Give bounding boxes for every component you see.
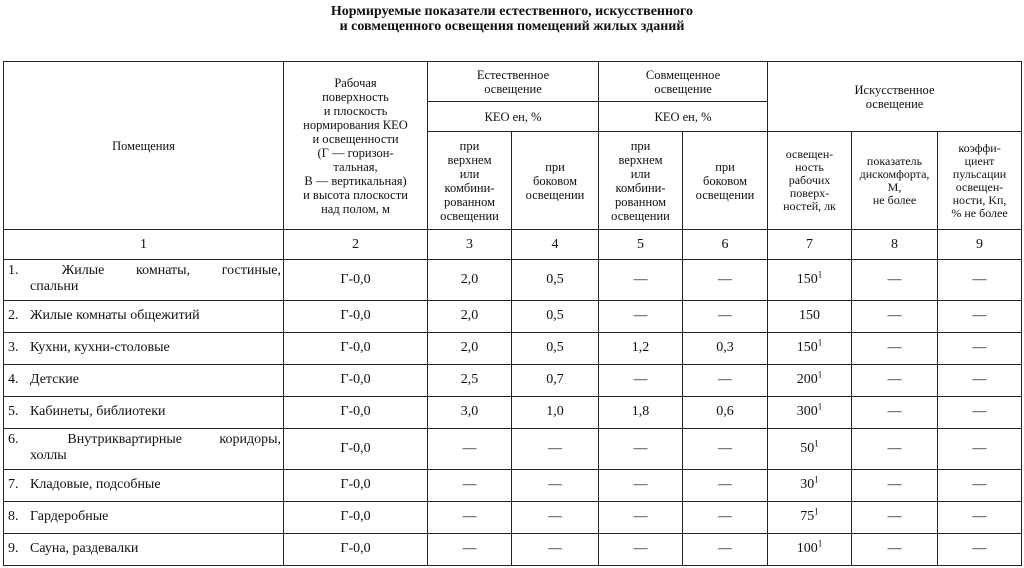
cell-value: —: [462, 541, 477, 557]
lighting-norms-table: [3, 61, 1022, 566]
footnote-mark: 1: [817, 538, 823, 549]
room-name: Кухни, кухни-столовые: [30, 340, 170, 356]
cell-value: —: [718, 440, 733, 456]
discomfort-cell: [852, 469, 938, 501]
cell-value: 0,5: [546, 308, 564, 324]
header-line: циент: [964, 153, 995, 168]
room-name-cell: [4, 429, 284, 470]
header-line: освещение: [865, 96, 924, 111]
cell-value: —: [887, 477, 902, 493]
cell-value: 0,5: [546, 340, 564, 356]
header-line: % не более: [951, 205, 1008, 220]
cell-value: —: [633, 541, 648, 557]
cell-value: —: [462, 440, 477, 456]
cell-value: —: [972, 509, 987, 525]
natural-side-cell: [512, 396, 599, 428]
header-line: (Г — горизон-: [317, 145, 394, 160]
cell-value: —: [972, 308, 987, 324]
header-combined-lighting: [599, 62, 768, 102]
table-row: [4, 332, 1022, 364]
header-line: тальная,: [333, 159, 378, 174]
cell-value: —: [548, 541, 562, 557]
cell-value: 0,7: [546, 372, 564, 388]
surface-cell: [284, 429, 428, 470]
cell-value: 2,0: [460, 340, 479, 356]
illuminance-cell: [768, 533, 852, 565]
combined-top-cell: [599, 429, 683, 470]
header-line: при: [715, 159, 735, 174]
cell-value: 30: [800, 477, 815, 493]
pulsation-cell: [938, 469, 1022, 501]
header-line: рованном: [443, 194, 496, 209]
cell-value: 2,0: [460, 308, 479, 324]
cell-value: —: [887, 509, 902, 525]
row-number: 1.: [8, 263, 19, 278]
cell-value: 50: [800, 440, 815, 456]
cell-value: —: [887, 440, 902, 456]
table-row: [4, 260, 1022, 301]
title-line-1: Нормируемые показатели естественного, искусственного: [330, 4, 694, 19]
pulsation-cell: [938, 364, 1022, 396]
header-line: освещение: [484, 81, 542, 96]
header-line: или: [459, 166, 480, 181]
natural-side-cell: [512, 364, 599, 396]
cell-value: 0,3: [716, 340, 734, 356]
table-row: [4, 501, 1022, 533]
combined-top-cell: [599, 300, 683, 332]
room-name-continuation: холлы: [30, 448, 67, 464]
cell-value: —: [972, 340, 987, 356]
cell-value: 1,8: [631, 404, 650, 420]
cell-value: —: [972, 271, 987, 287]
combined-side-cell: [683, 429, 768, 470]
header-line: поверх-: [789, 186, 830, 200]
header-line: Совмещенное: [645, 67, 721, 82]
natural-top-cell: [428, 469, 512, 501]
header-line: освещении: [525, 187, 585, 202]
room-name-word: коридоры,: [219, 432, 281, 448]
discomfort-cell: [852, 260, 938, 301]
header-discomfort: [852, 132, 938, 230]
room-name-word: гостиные,: [221, 263, 281, 278]
header-line: освещен-: [955, 179, 1004, 194]
footnote-mark: 1: [814, 438, 819, 449]
cell-value: 1,2: [631, 340, 650, 356]
room-name-cell: [4, 533, 284, 565]
column-number: 9: [938, 230, 1022, 260]
footnote-mark: 1: [817, 401, 823, 412]
header-line: рабочих: [788, 173, 831, 187]
cell-value: 75: [800, 509, 815, 525]
header-line: ность: [795, 160, 824, 174]
header-natural-top: [428, 132, 512, 230]
cell-value: Г-0,0: [340, 477, 371, 493]
document-title: [0, 4, 1024, 34]
cell-value: —: [548, 477, 562, 493]
header-illuminance: [768, 132, 852, 230]
natural-top-cell: [428, 533, 512, 565]
cell-value: —: [887, 271, 902, 287]
header-natural-lighting: [428, 62, 599, 102]
room-name: Гардеробные: [30, 509, 109, 525]
header-line: В — вертикальная): [304, 173, 407, 188]
pulsation-cell: [938, 429, 1022, 470]
header-line: верхнем: [447, 152, 492, 167]
header-line: при: [630, 138, 651, 153]
header-line: освещении: [611, 208, 670, 223]
column-number-row: [4, 230, 1022, 260]
footnote-mark: 1: [817, 369, 823, 380]
column-number: 8: [852, 230, 938, 260]
cell-value: —: [462, 509, 477, 525]
cell-value: 3,0: [460, 404, 479, 420]
header-natural-keo: КЕО eн, %: [428, 102, 599, 132]
header-line: поверхность: [322, 89, 389, 104]
natural-top-cell: [428, 300, 512, 332]
discomfort-cell: [852, 429, 938, 470]
discomfort-cell: [852, 501, 938, 533]
cell-value: 2,0: [460, 271, 479, 287]
row-number: 7.: [8, 477, 19, 493]
table-row: [4, 396, 1022, 428]
discomfort-cell: [852, 332, 938, 364]
footnote-mark: 1: [817, 337, 823, 348]
header-natural-side: [512, 132, 599, 230]
room-name-word: комнаты,: [136, 263, 191, 278]
table-row: [4, 429, 1022, 470]
footnote-mark: 1: [814, 474, 819, 485]
table-row: [4, 533, 1022, 565]
header-line: пульсации: [952, 166, 1007, 181]
combined-top-cell: [599, 332, 683, 364]
combined-side-cell: [683, 396, 768, 428]
cell-value: Г-0,0: [340, 541, 371, 557]
footnote-mark: 1: [814, 506, 819, 517]
header-line: боковом: [702, 173, 748, 188]
natural-side-cell: [512, 300, 599, 332]
combined-top-cell: [599, 364, 683, 396]
table-row: [4, 469, 1022, 501]
cell-value: 0,6: [716, 404, 734, 420]
natural-side-cell: [512, 533, 599, 565]
header-line: Искусственное: [854, 82, 935, 97]
combined-top-cell: [599, 501, 683, 533]
header-combined-keo: КЕО eн, %: [599, 102, 768, 132]
header-pulsation: [938, 132, 1022, 230]
cell-value: —: [887, 340, 902, 356]
cell-value: —: [633, 308, 648, 324]
combined-side-cell: [683, 300, 768, 332]
column-number: 7: [768, 230, 852, 260]
header-line: над полом, м: [321, 201, 390, 216]
cell-value: Г-0,0: [340, 509, 371, 525]
header-line: при: [545, 159, 565, 174]
illuminance-cell: [768, 364, 852, 396]
room-name-cell: [4, 364, 284, 396]
cell-value: Г-0,0: [340, 404, 371, 420]
surface-cell: [284, 396, 428, 428]
column-number: 4: [512, 230, 599, 260]
cell-value: 300: [796, 404, 818, 420]
discomfort-cell: [852, 300, 938, 332]
cell-value: 2,5: [460, 372, 479, 388]
illuminance-cell: [768, 429, 852, 470]
header-line: освещение: [654, 81, 712, 96]
cell-value: —: [633, 372, 648, 388]
header-rooms: Помещения: [4, 62, 284, 230]
natural-top-cell: [428, 429, 512, 470]
natural-top-cell: [428, 364, 512, 396]
table-row: [4, 300, 1022, 332]
header-line: освещении: [440, 208, 499, 223]
header-line: боковом: [532, 173, 578, 188]
room-name: Жилые комнаты общежитий: [30, 308, 200, 324]
combined-side-cell: [683, 469, 768, 501]
row-number: 9.: [8, 541, 19, 557]
room-name-continuation: спальни: [30, 279, 79, 294]
illuminance-cell: [768, 501, 852, 533]
cell-value: —: [887, 404, 902, 420]
natural-side-cell: [512, 332, 599, 364]
room-name: Кладовые, подсобные: [30, 477, 161, 493]
row-number: 5.: [8, 404, 19, 420]
header-line: освещении: [695, 187, 755, 202]
cell-value: —: [548, 509, 562, 525]
header-surface: [284, 62, 428, 230]
cell-value: —: [718, 509, 733, 525]
combined-side-cell: [683, 332, 768, 364]
room-name: Детские: [30, 372, 79, 388]
cell-value: —: [718, 477, 733, 493]
natural-top-cell: [428, 260, 512, 301]
surface-cell: [284, 364, 428, 396]
cell-value: Г-0,0: [340, 308, 371, 324]
surface-cell: [284, 469, 428, 501]
cell-value: 150: [799, 308, 821, 324]
header-combined-side: [683, 132, 768, 230]
room-name: Сауна, раздевалки: [30, 541, 139, 557]
cell-value: 1,0: [546, 404, 564, 420]
cell-value: —: [718, 271, 733, 287]
row-number: 2.: [8, 308, 19, 324]
room-name-cell: [4, 260, 284, 301]
column-number: 3: [428, 230, 512, 260]
cell-value: Г-0,0: [340, 372, 371, 388]
cell-value: Г-0,0: [340, 271, 371, 287]
header-line: нормирования КЕО: [303, 117, 408, 132]
combined-top-cell: [599, 469, 683, 501]
pulsation-cell: [938, 501, 1022, 533]
pulsation-cell: [938, 300, 1022, 332]
cell-value: —: [633, 440, 648, 456]
surface-cell: [284, 501, 428, 533]
table-row: [4, 364, 1022, 396]
row-number: 8.: [8, 509, 19, 525]
cell-value: —: [972, 440, 987, 456]
illuminance-cell: [768, 332, 852, 364]
combined-side-cell: [683, 501, 768, 533]
natural-side-cell: [512, 429, 599, 470]
cell-value: 0,5: [546, 271, 564, 287]
header-line: не более: [872, 192, 917, 207]
surface-cell: [284, 533, 428, 565]
room-name-cell: [4, 469, 284, 501]
cell-value: Г-0,0: [340, 340, 371, 356]
cell-value: —: [718, 372, 733, 388]
header-line: ностей, лк: [783, 199, 836, 213]
header-line: или: [630, 166, 651, 181]
surface-cell: [284, 300, 428, 332]
header-line: и плоскость: [323, 103, 388, 118]
combined-side-cell: [683, 533, 768, 565]
row-number: 3.: [8, 340, 19, 356]
cell-value: 150: [796, 340, 818, 356]
room-name: Кабинеты, библиотеки: [30, 404, 166, 420]
cell-value: —: [633, 271, 648, 287]
room-name-word: Внутриквартирные: [67, 432, 182, 448]
natural-side-cell: [512, 501, 599, 533]
room-name-word: Жилые: [61, 263, 105, 278]
combined-top-cell: [599, 533, 683, 565]
room-name-cell: [4, 332, 284, 364]
header-line: и освещенности: [312, 131, 399, 146]
header-line: коэффи-: [958, 140, 1001, 155]
header-line: ности, Kп,: [952, 192, 1007, 207]
combined-side-cell: [683, 364, 768, 396]
cell-value: Г-0,0: [340, 440, 371, 456]
header-line: комбини-: [615, 180, 666, 195]
natural-side-cell: [512, 469, 599, 501]
illuminance-cell: [768, 396, 852, 428]
cell-value: —: [887, 372, 902, 388]
header-line: Естественное: [476, 67, 550, 82]
room-name-cell: [4, 396, 284, 428]
column-number: 1: [4, 230, 284, 260]
cell-value: —: [972, 372, 987, 388]
discomfort-cell: [852, 364, 938, 396]
header-line: дискомфорта, М,: [859, 166, 930, 194]
cell-value: —: [972, 477, 987, 493]
illuminance-cell: [768, 300, 852, 332]
header-line: освещен-: [785, 147, 834, 161]
header-line: комбини-: [444, 180, 495, 195]
cell-value: —: [462, 477, 477, 493]
cell-value: —: [972, 404, 987, 420]
header-artificial-lighting: [768, 62, 1022, 132]
title-line-2: и совмещенного освещения помещений жилых зданий: [339, 19, 685, 34]
cell-value: —: [887, 308, 902, 324]
row-number: 4.: [8, 372, 19, 388]
room-name-cell: [4, 300, 284, 332]
pulsation-cell: [938, 533, 1022, 565]
header-line: показатель: [866, 153, 923, 168]
illuminance-cell: [768, 469, 852, 501]
surface-cell: [284, 332, 428, 364]
header-line: Рабочая: [334, 75, 377, 90]
header-combined-top: [599, 132, 683, 230]
header-line: и высота плоскости: [303, 187, 408, 202]
discomfort-cell: [852, 533, 938, 565]
footnote-mark: 1: [817, 269, 823, 280]
illuminance-cell: [768, 260, 852, 301]
cell-value: —: [718, 308, 733, 324]
header-line: верхнем: [618, 152, 663, 167]
column-number: 2: [284, 230, 428, 260]
room-name-cell: [4, 501, 284, 533]
cell-value: —: [972, 541, 987, 557]
combined-side-cell: [683, 260, 768, 301]
natural-top-cell: [428, 396, 512, 428]
cell-value: —: [718, 541, 733, 557]
cell-value: 100: [796, 541, 818, 557]
header-line: рованном: [614, 194, 667, 209]
table-body: [4, 260, 1022, 566]
pulsation-cell: [938, 396, 1022, 428]
cell-value: —: [633, 477, 648, 493]
column-number: 5: [599, 230, 683, 260]
surface-cell: [284, 260, 428, 301]
cell-value: 150: [796, 271, 818, 287]
column-number: 6: [683, 230, 768, 260]
header-line: при: [459, 138, 480, 153]
natural-side-cell: [512, 260, 599, 301]
cell-value: —: [887, 541, 902, 557]
natural-top-cell: [428, 501, 512, 533]
pulsation-cell: [938, 260, 1022, 301]
combined-top-cell: [599, 260, 683, 301]
natural-top-cell: [428, 332, 512, 364]
cell-value: —: [633, 509, 648, 525]
cell-value: 200: [796, 372, 818, 388]
cell-value: —: [548, 440, 562, 456]
pulsation-cell: [938, 332, 1022, 364]
row-number: 6.: [8, 432, 19, 448]
discomfort-cell: [852, 396, 938, 428]
combined-top-cell: [599, 396, 683, 428]
